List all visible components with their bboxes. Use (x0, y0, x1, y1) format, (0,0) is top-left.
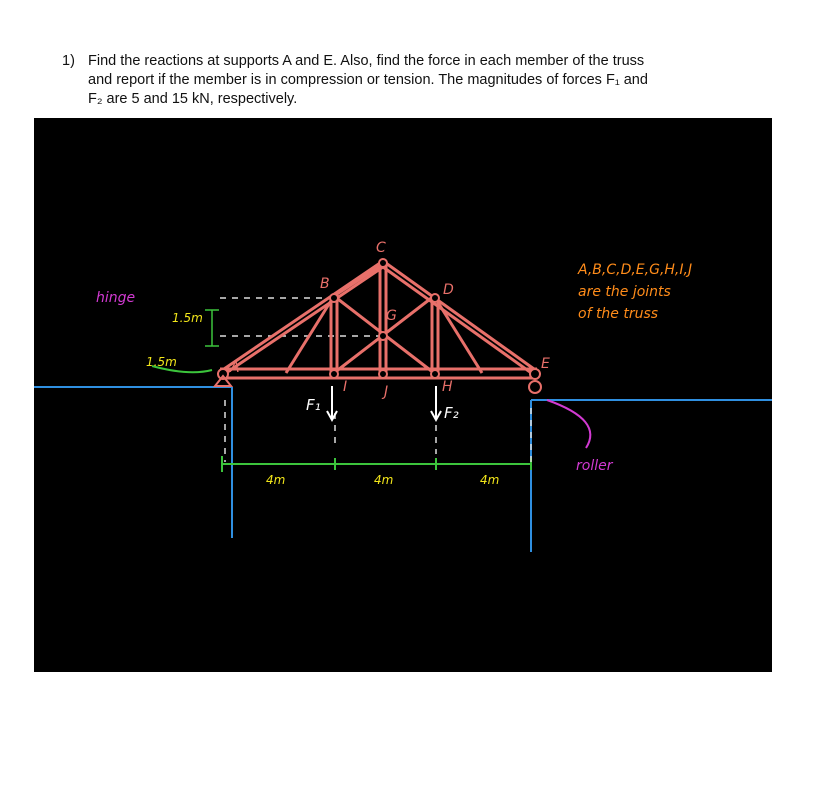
label-joint-i: I (343, 379, 348, 395)
label-joint-e: E (541, 356, 550, 372)
roller-support (529, 381, 541, 393)
truss (220, 261, 537, 378)
label-force-f1: F₁ (306, 396, 321, 414)
member-c-e-inner (383, 267, 537, 377)
label-joint-c: C (376, 240, 386, 256)
ground-lines (34, 387, 772, 552)
member-a-b-diag (286, 296, 334, 373)
label-joint-h: H (442, 379, 453, 395)
member-d-e-diag (434, 296, 482, 373)
question-line-2: and report if the member is in compression or tension. The magnitudes of forces F₁ and (88, 72, 648, 88)
label-roller: roller (576, 458, 613, 474)
label-joint-d: D (443, 282, 454, 298)
label-dim-bottom: 1.5m (146, 355, 177, 369)
joint-j-pin (379, 370, 387, 378)
span-dimension (222, 456, 531, 472)
dimension-labels (146, 311, 499, 487)
dashed-guides (220, 298, 531, 462)
label-dim-top: 1.5m (172, 311, 203, 325)
question-number: 1) (62, 53, 75, 69)
label-joint-b: B (320, 276, 330, 292)
label-span-2: 4m (374, 473, 394, 487)
joint-i-pin (330, 370, 338, 378)
joint-note (577, 262, 692, 322)
label-span-1: 4m (266, 473, 286, 487)
roller-support-shape (529, 381, 541, 393)
joint-g-pin (379, 332, 387, 340)
member-a-c-inner (220, 267, 383, 377)
roller-pointer (547, 400, 590, 448)
note-line-1: A,B,C,D,E,G,H,I,J (578, 262, 693, 278)
joint-h-pin (431, 370, 439, 378)
joint-c-pin (379, 259, 387, 267)
label-hinge: hinge (96, 290, 136, 306)
joint-b-pin (330, 294, 338, 302)
question-line-3: F₂ are 5 and 15 kN, respectively. (88, 91, 298, 107)
label-joint-j: J (384, 384, 389, 400)
question-line-1: Find the reactions at supports A and E. Also, find the force in each member of the truss (88, 53, 645, 69)
truss-diagram-svg (34, 118, 772, 672)
label-joint-a: A (230, 360, 240, 376)
note-line-3: of the truss (578, 306, 659, 322)
joint-d-pin (431, 294, 439, 302)
label-joint-g: G (386, 308, 397, 324)
label-force-f2: F₂ (444, 404, 459, 422)
member-b-c-inner (334, 264, 383, 296)
joint-e-pin (530, 369, 540, 379)
question-body (88, 52, 778, 109)
height-dimension (205, 310, 219, 346)
label-span-3: 4m (480, 473, 500, 487)
note-line-2: are the joints (578, 284, 671, 300)
truss-diagram (34, 118, 772, 672)
